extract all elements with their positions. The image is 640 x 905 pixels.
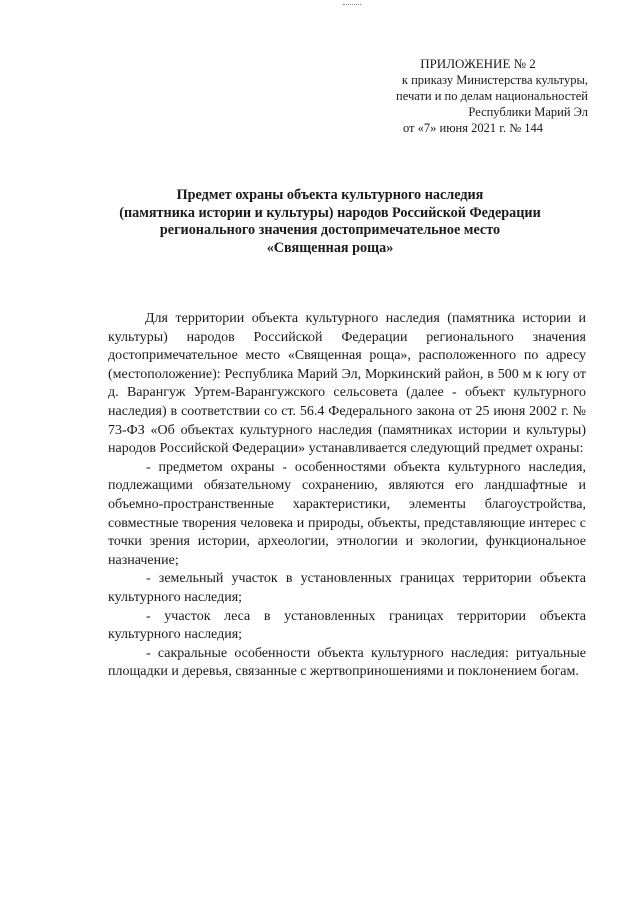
document-body — [108, 310, 586, 682]
title-line-2: (памятника истории и культуры) народов Российской Федерации — [119, 204, 541, 221]
scan-artifact — [343, 4, 361, 9]
document-title — [90, 187, 570, 257]
intro-paragraph: Для территории объекта культурного наследия (памятника истории и культуры) народов Российской Федерации регионального значения достопримечательное место «Священная роща», расположенного по адресу (местоположение): Республика Марий Эл, Моркинский район, в 500 м к югу от д. Варангуж Уртем-Варангужского сельсовета (далее - объект культурного наследия) в соответствии со ст. 56.4 Федерального закона от 25 июня 2002 г. № 73-ФЗ «Об объектах культурного наследия (памятниках истории и культуры) народов Российской Федерации» устанавливается следующий предмет охраны: — [108, 311, 586, 457]
list-item: - участок леса в установленных границах территории объекта культурного наследия; — [108, 608, 586, 643]
title-line-3: регионального значения достопримечательное место — [159, 222, 501, 238]
list-item: - сакральные особенности объекта культурного наследия: ритуальные площадки и деревья, связанные с жертвоприношениями и поклонением богам. — [108, 645, 586, 680]
title-line-1: Предмет охраны объекта культурного наследия — [176, 187, 484, 203]
annex-line-2: печати и по делам национальностей — [396, 89, 588, 103]
annex-date: от «7» июня 2021 г. № 144 — [402, 121, 544, 135]
annex-line-1: к приказу Министерства культуры, — [401, 73, 588, 87]
annex-title: ПРИЛОЖЕНИЕ № 2 — [420, 56, 536, 71]
annex-header — [328, 56, 588, 136]
title-line-4: «Священная роща» — [266, 239, 394, 256]
list-item: - земельный участок в установленных границах территории объекта культурного наследия; — [108, 571, 586, 605]
annex-line-3: Республики Марий Эл — [468, 105, 588, 119]
list-item: - предметом охраны - особенностями объекта культурного наследия, подлежащими обязательному сохранению, являются его ландшафтные и объемно-пространственные характеристики, элементы благоустройства, совместные творения человека и природы, объекты, представляющие интерес с точки зрения истории, археологии, этнологии и экологии, функциональное назначение; — [108, 459, 586, 568]
